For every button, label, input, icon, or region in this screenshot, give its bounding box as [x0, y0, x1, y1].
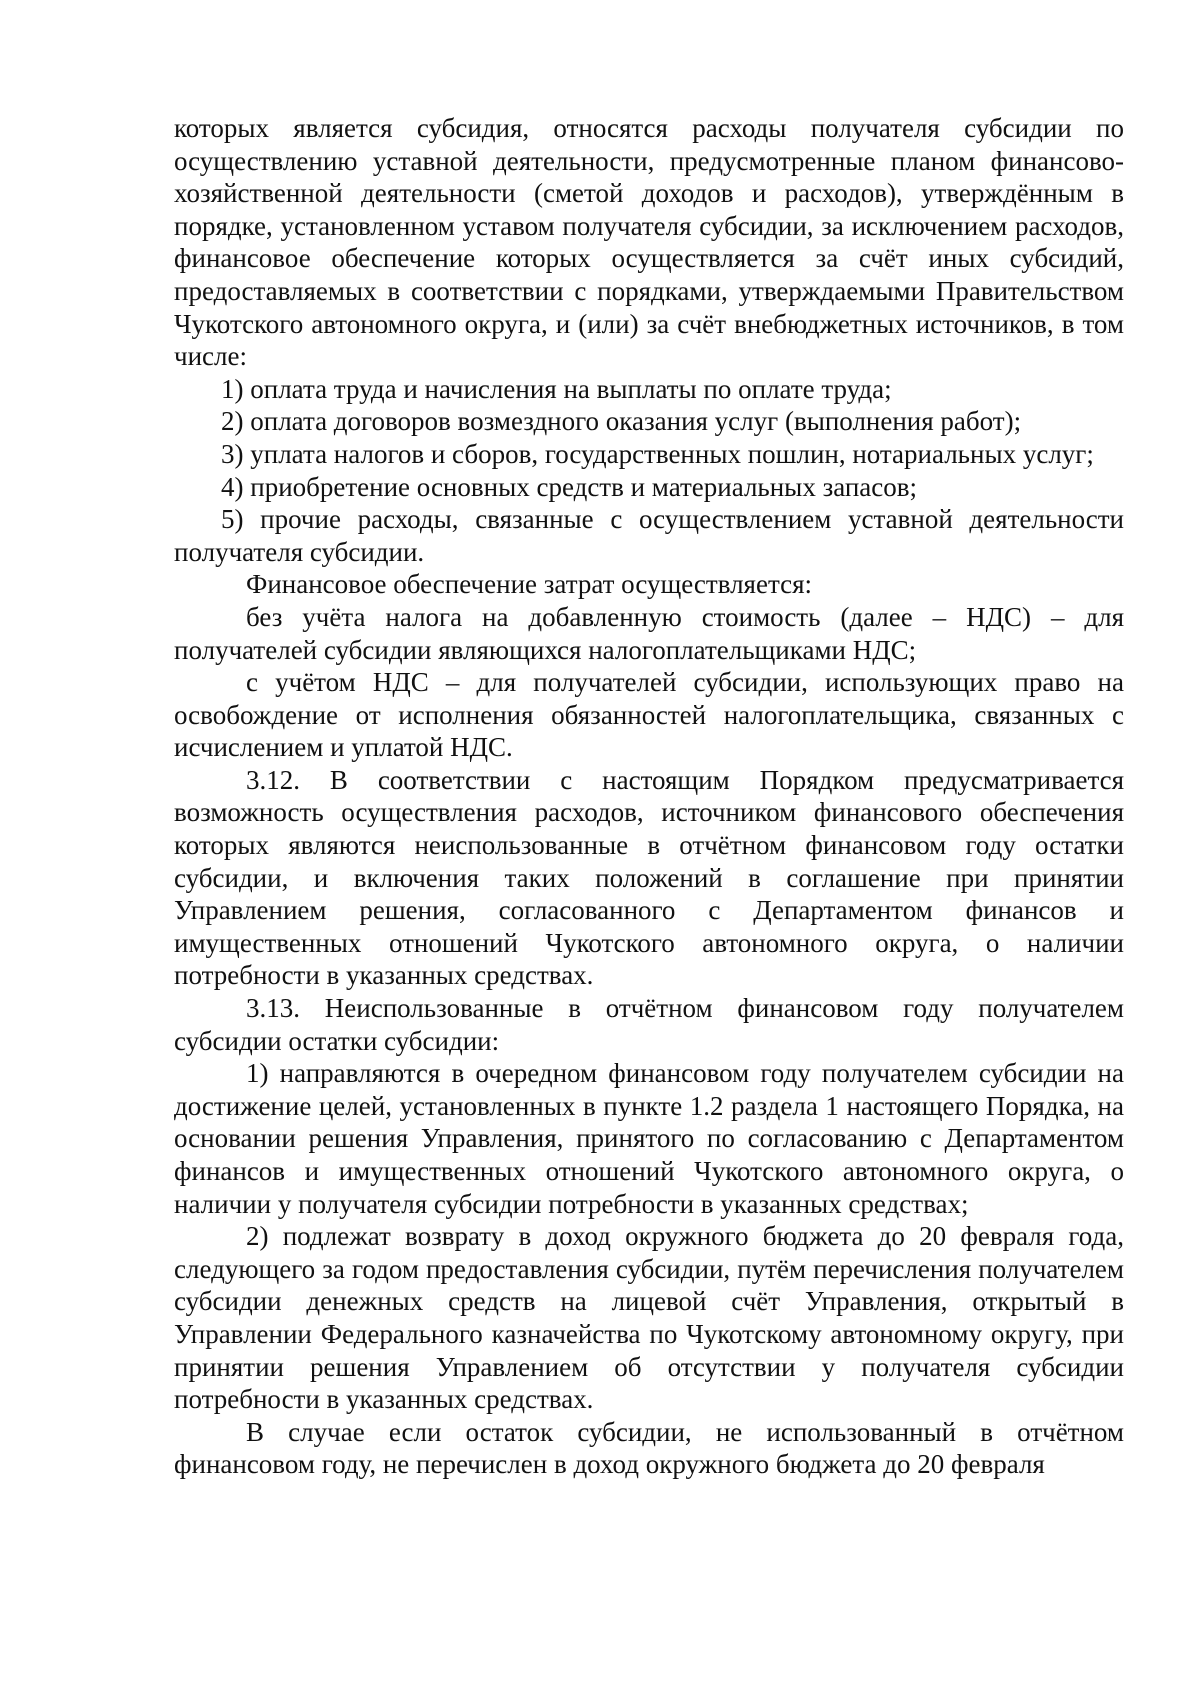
list-item-2: 2) оплата договоров возмездного оказания услуг (выполнения работ);	[221, 406, 1022, 437]
list-item-3: 3) уплата налогов и сборов, государственных пошлин, нотариальных услуг;	[221, 438, 1094, 469]
paragraph-with-vat: с учётом НДС – для получателей субсидии, использующих право на освобождение от исполнения обязанностей налогоплательщика, связанных с исчислением и уплатой НДС.	[174, 667, 1124, 763]
paragraph-financing-intro: Финансовое обеспечение затрат осуществляется:	[246, 569, 812, 600]
clause-3-13: 3.13. Неиспользованные в отчётном финансовом году получателем субсидии остатки субсидии:	[174, 993, 1124, 1056]
list-item-4: 4) приобретение основных средств и материальных запасов;	[221, 471, 918, 502]
paragraph-without-vat: без учёта налога на добавленную стоимость (далее – НДС) – для получателей субсидии являющихся налогоплательщиками НДС;	[174, 601, 1124, 665]
clause-3-13-item-2: 2) подлежат возврату в доход окружного бюджета до 20 февраля года, следующего за годом предоставления субсидии, путём перечисления получателем субсидии денежных средств на лицевой счёт Управления, открытый в Управлении Федерального казначейства по Чукотскому автономному округу, при принятии решения Управлением об отсутствии у получателя субсидии потребности в указанных средствах.	[174, 1221, 1124, 1415]
list-item-1: 1) оплата труда и начисления на выплаты по оплате труда;	[221, 373, 892, 404]
clause-3-13-item-1: 1) направляются в очередном финансовом году получателем субсидии на достижение целей, установленных в пункте 1.2 раздела 1 настоящего Порядка, на основании решения Управления, принятого по согласованию с Департаментом финансов и имущественных отношений Чукотского автономного округа, о наличии у получателя субсидии потребности в указанных средствах;	[174, 1058, 1124, 1219]
list-item-5: 5) прочие расходы, связанные с осуществлением уставной деятельности получателя субсидии.	[174, 504, 1124, 567]
clause-3-12: 3.12. В соответствии с настоящим Порядком предусматривается возможность осуществления расходов, источником финансового обеспечения которых являются неиспользованные в отчётном финансовом году остатки субсидии, и включения таких положений в соглашение при принятии Управлением решения, согласованного с Департаментом финансов и имущественных отношений Чукотского автономного округа, о наличии потребности в указанных средствах.	[174, 764, 1124, 991]
document-page	[174, 112, 1124, 1481]
paragraph-continuation: которых является субсидия, относятся расходы получателя субсидии по осуществлению уставной деятельности, предусмотренные планом финансово-хозяйственной деятельности (сметой доходов и расходов), утверждённым в порядке, установленном уставом получателя субсидии, за исключением расходов, финансовое обеспечение которых осуществляется за счёт иных субсидий, предоставляемых в соответствии с порядками, утверждаемыми Правительством Чукотского автономного округа, и (или) за счёт внебюджетных источников, в том числе:	[174, 113, 1124, 372]
paragraph-unreturned-balance: В случае если остаток субсидии, не использованный в отчётном финансовом году, не перечислен в доход окружного бюджета до 20 февраля	[174, 1416, 1124, 1480]
